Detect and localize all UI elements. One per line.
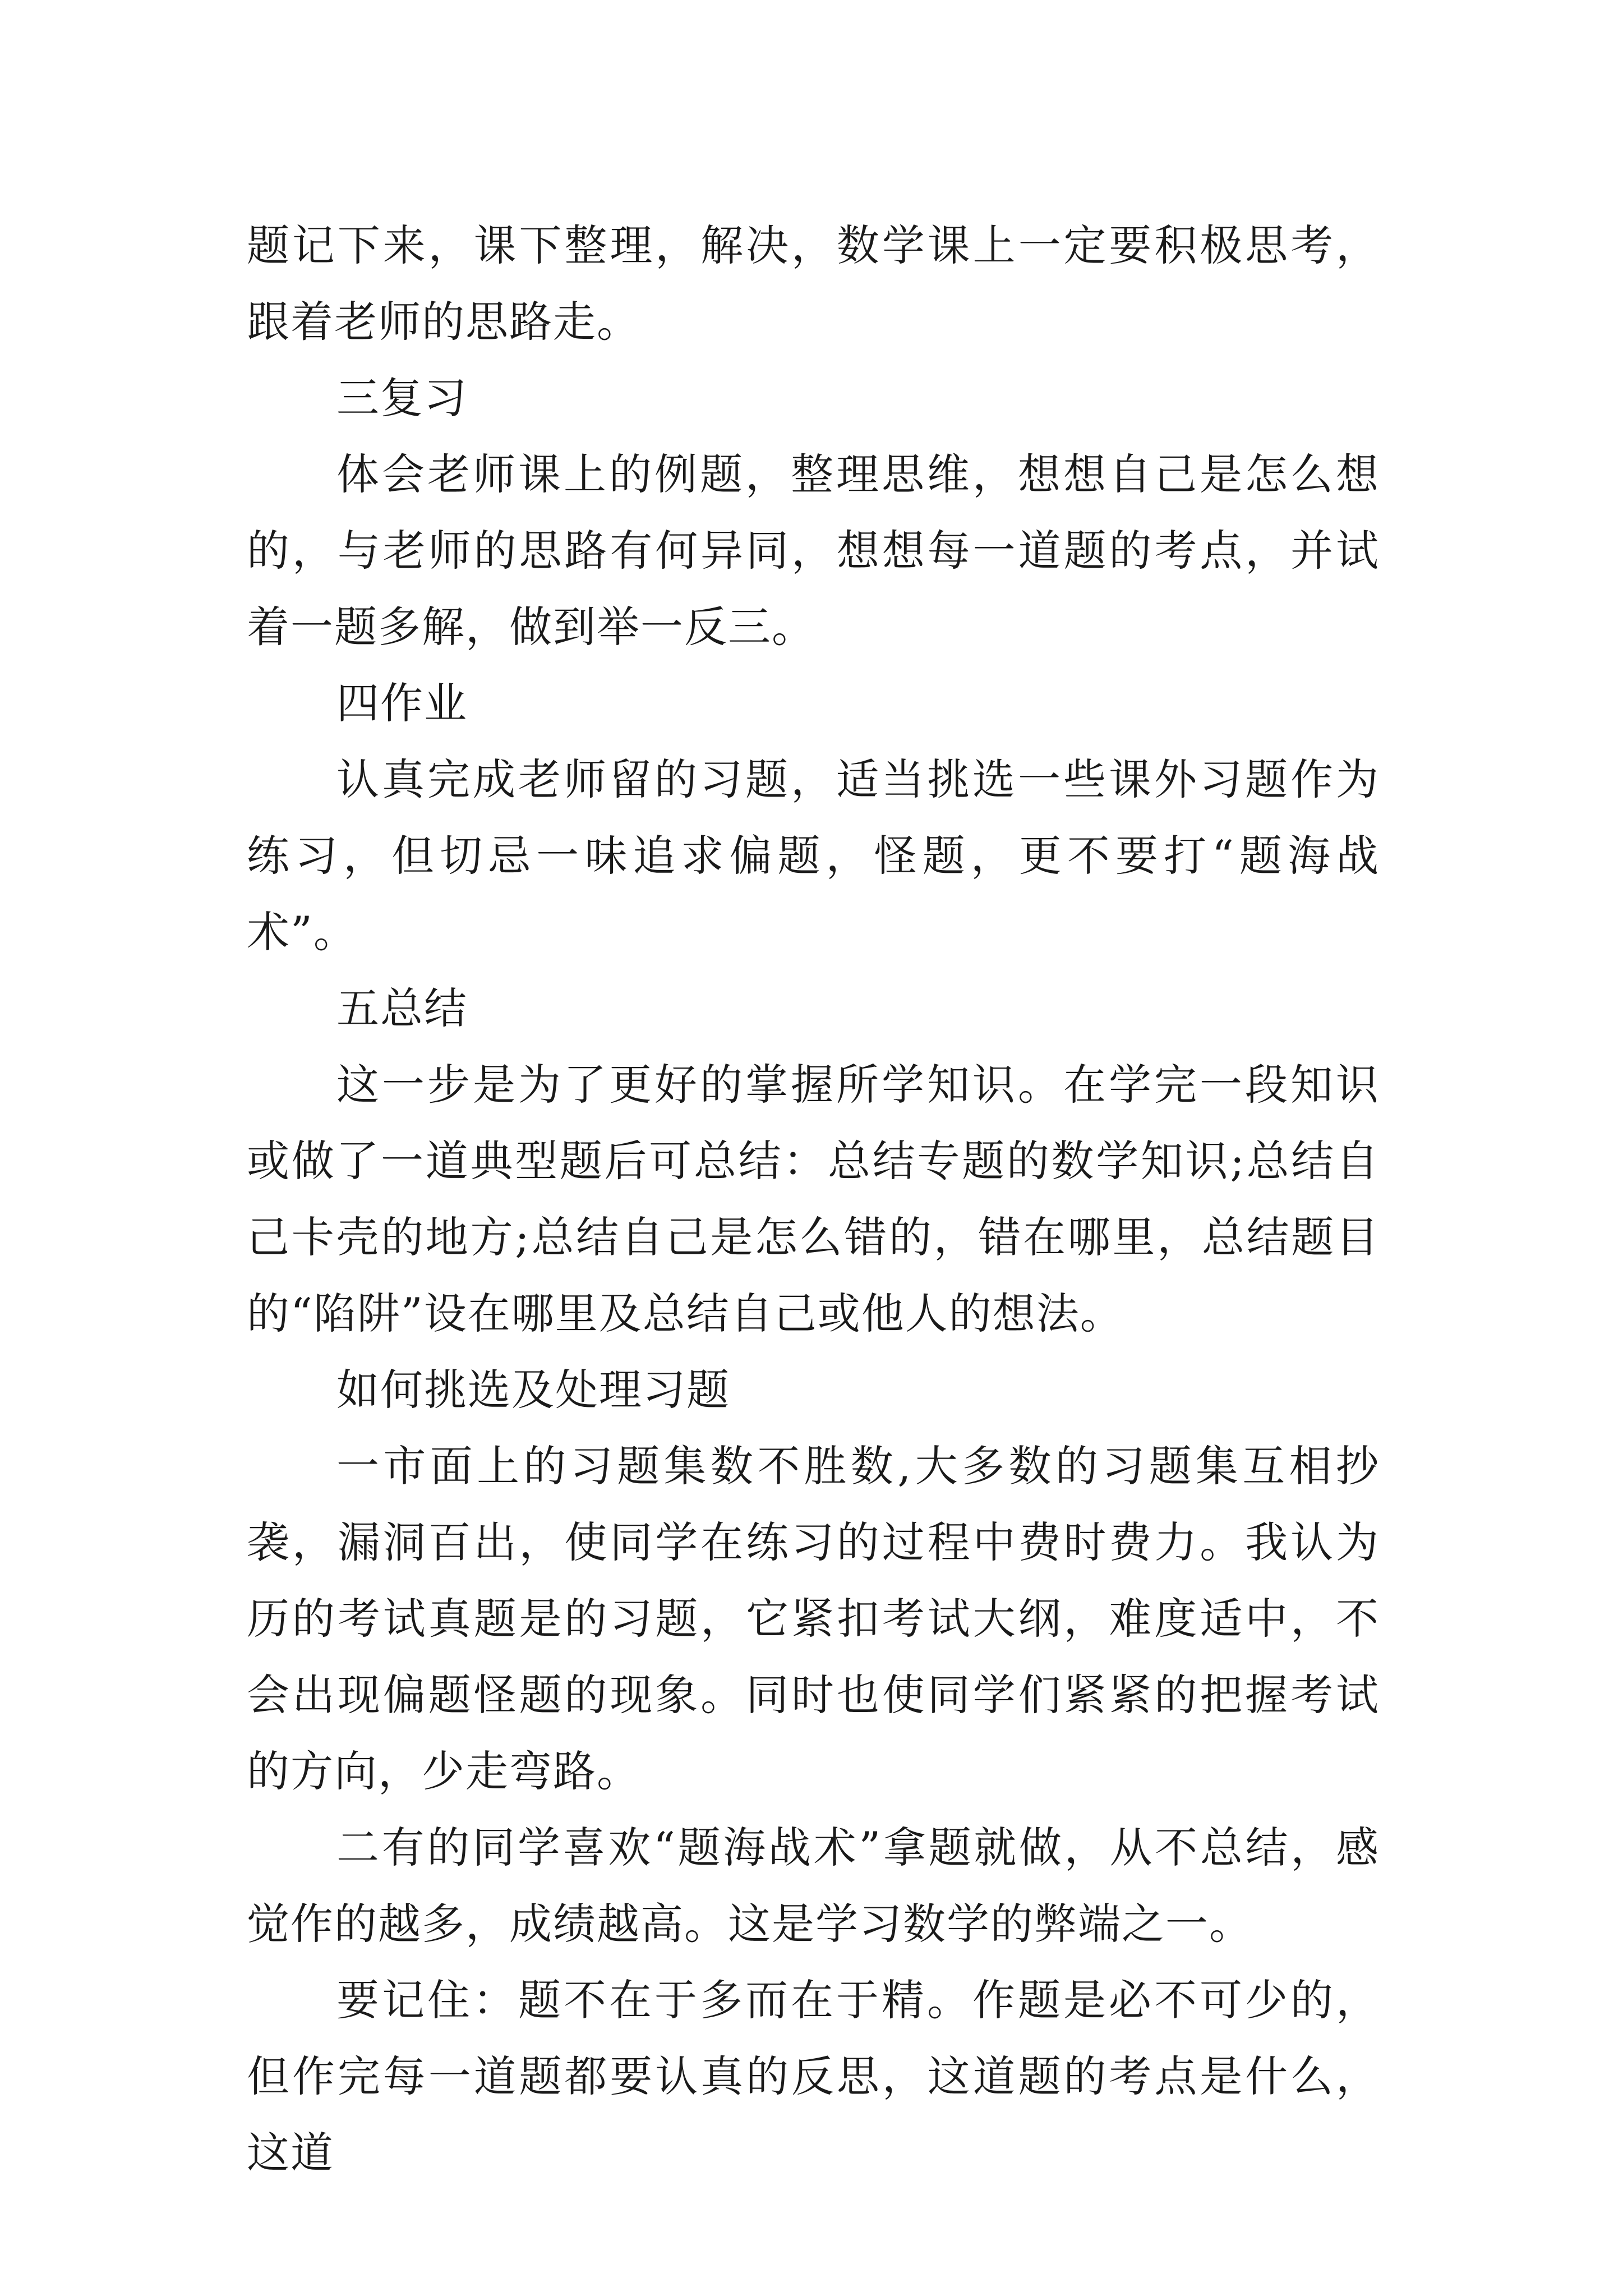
- section-heading-review: 三复习: [336, 373, 468, 423]
- paragraph-continuation: 题记下来，课下整理，解决，数学课上一定要积极思考，跟着老师的思路走。: [247, 220, 1380, 347]
- section-heading-summary: 五总结: [336, 983, 468, 1033]
- paragraph-remember: 要记住：题不在于多而在于精。作题是必不可少的，但作完每一道题都要认真的反思，这道题的考点是什么，这道: [247, 1975, 1380, 2178]
- section-heading-homework: 四作业: [336, 678, 468, 728]
- paragraph-exercise-collections: 一市面上的习题集数不胜数,大多数的习题集互相抄袭，漏洞百出，使同学在练习的过程中费时费力。我认为历的考试真题是的习题，它紧扣考试大纲，难度适中，不会出现偏题怪题的现象。同时也使同学们紧紧的把握考试的方向，少走弯路。: [247, 1441, 1380, 1796]
- document-body: [247, 208, 1380, 2191]
- paragraph-homework: 认真完成老师留的习题，适当挑选一些课外习题作为练习，但切忌一味追求偏题，怪题，更不要打“题海战术”。: [247, 754, 1380, 957]
- paragraph-question-sea: 二有的同学喜欢“题海战术”拿题就做，从不总结，感觉作的越多，成绩越高。这是学习数学的弊端之一。: [247, 1823, 1380, 1949]
- paragraph-summary: 这一步是为了更好的掌握所学知识。在学完一段知识或做了一道典型题后可总结：总结专题的数学知识;总结自己卡壳的地方;总结自己是怎么错的，错在哪里，总结题目的“陷阱”设在哪里及总结自己或他人的想法。: [247, 1060, 1380, 1338]
- paragraph-review: 体会老师课上的例题，整理思维，想想自己是怎么想的，与老师的思路有何异同，想想每一道题的考点，并试着一题多解，做到举一反三。: [247, 449, 1380, 652]
- section-heading-exercises: 如何挑选及处理习题: [336, 1365, 730, 1415]
